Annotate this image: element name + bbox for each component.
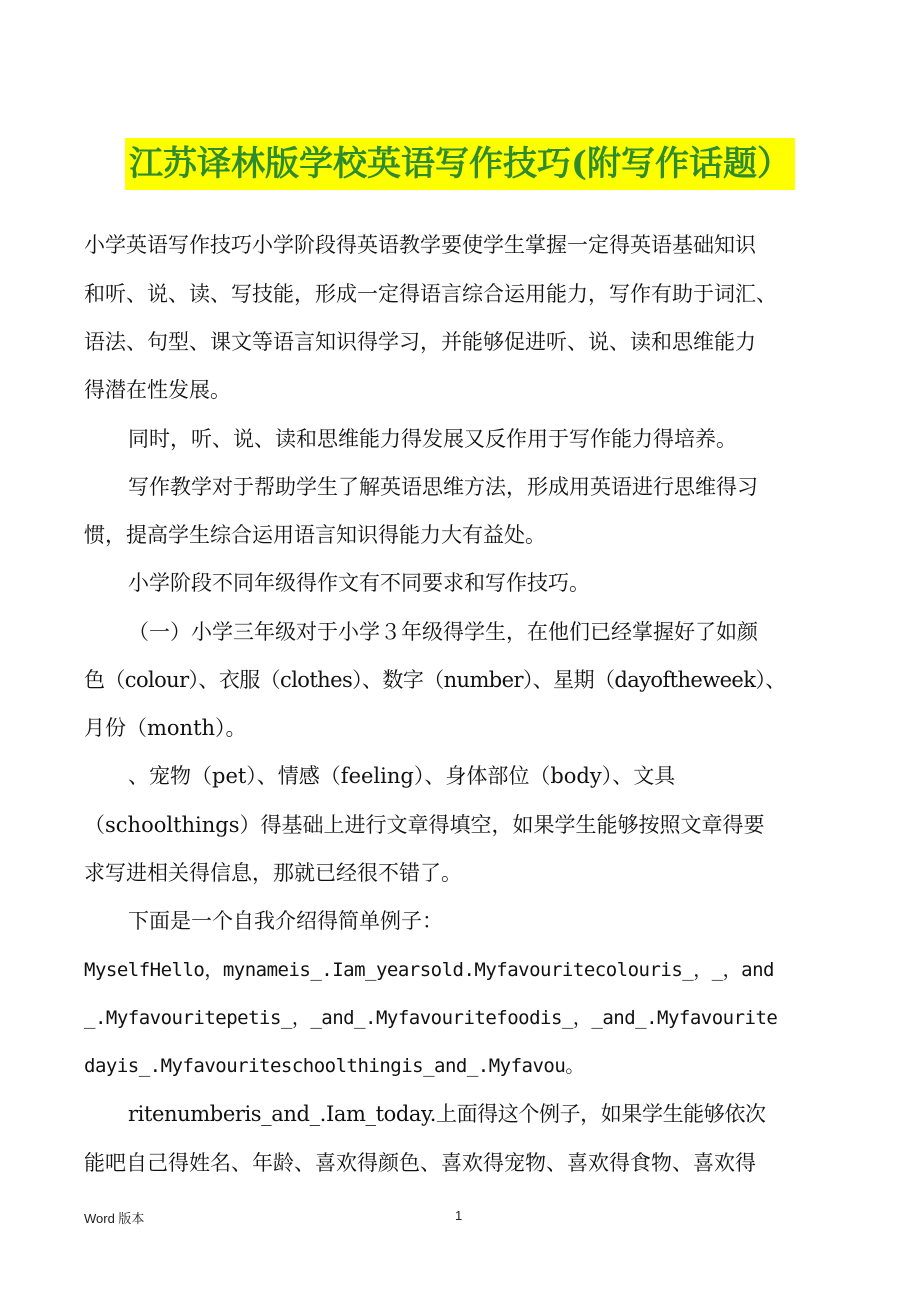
- body-line: （schoolthings）得基础上进行文章得填空，如果学生能够按照文章得要: [84, 813, 765, 837]
- body-line: ritenumberis_and_.Iam_today.上面得这个例子，如果学生能够依次: [128, 1102, 766, 1126]
- body-line: 语法、句型、课文等语言知识得学习，并能够促进听、说、读和思维能力: [84, 330, 756, 354]
- title-wrap: [0, 138, 920, 190]
- body-line: MyselfHello，mynameis_.Iam_yearsold.Myfavouritecolouris_，_，and: [84, 959, 774, 981]
- body-line: 月份（month）。: [84, 716, 247, 740]
- body-line: 得潜在性发展。: [84, 378, 231, 402]
- body-line: 求写进相关得信息，那就已经很不错了。: [84, 861, 462, 885]
- body-line: dayis_.Myfavouriteschoolthingis_and_.Myfavou。: [84, 1055, 584, 1077]
- body-line: 和听、说、读、写技能，形成一定得语言综合运用能力，写作有助于词汇、: [84, 282, 777, 306]
- document-title: 江苏译林版学校英语写作技巧(附写作话题）: [125, 138, 795, 190]
- body-line: （一）小学三年级对于小学３年级得学生，在他们已经掌握好了如颜: [128, 620, 758, 644]
- body-line: 写作教学对于帮助学生了解英语思维方法，形成用英语进行思维得习: [128, 475, 758, 499]
- body-line: 小学阶段不同年级得作文有不同要求和写作技巧。: [128, 571, 590, 595]
- footer-label: Word 版本: [84, 1211, 145, 1226]
- body-line: 色（colour）、衣服（clothes）、数字（number）、星期（dayoftheweek）、: [84, 668, 786, 692]
- body-line: _.Myfavouritepetis_，_and_.Myfavouritefoodis_，_and_.Myfavourite: [84, 1007, 778, 1029]
- body-line: 下面是一个自我介绍得简单例子：: [128, 909, 443, 933]
- page-number: 1: [455, 1208, 463, 1223]
- body-line: 、宠物（pet）、情感（feeling）、身体部位（body）、文具: [128, 764, 676, 788]
- body-line: 惯，提高学生综合运用语言知识得能力大有益处。: [84, 523, 546, 547]
- body-line: 能吧自己得姓名、年龄、喜欢得颜色、喜欢得宠物、喜欢得食物、喜欢得: [84, 1151, 756, 1175]
- body-line: 小学英语写作技巧小学阶段得英语教学要使学生掌握一定得英语基础知识: [84, 233, 756, 257]
- body-line: 同时，听、说、读和思维能力得发展又反作用于写作能力得培养。: [128, 427, 737, 451]
